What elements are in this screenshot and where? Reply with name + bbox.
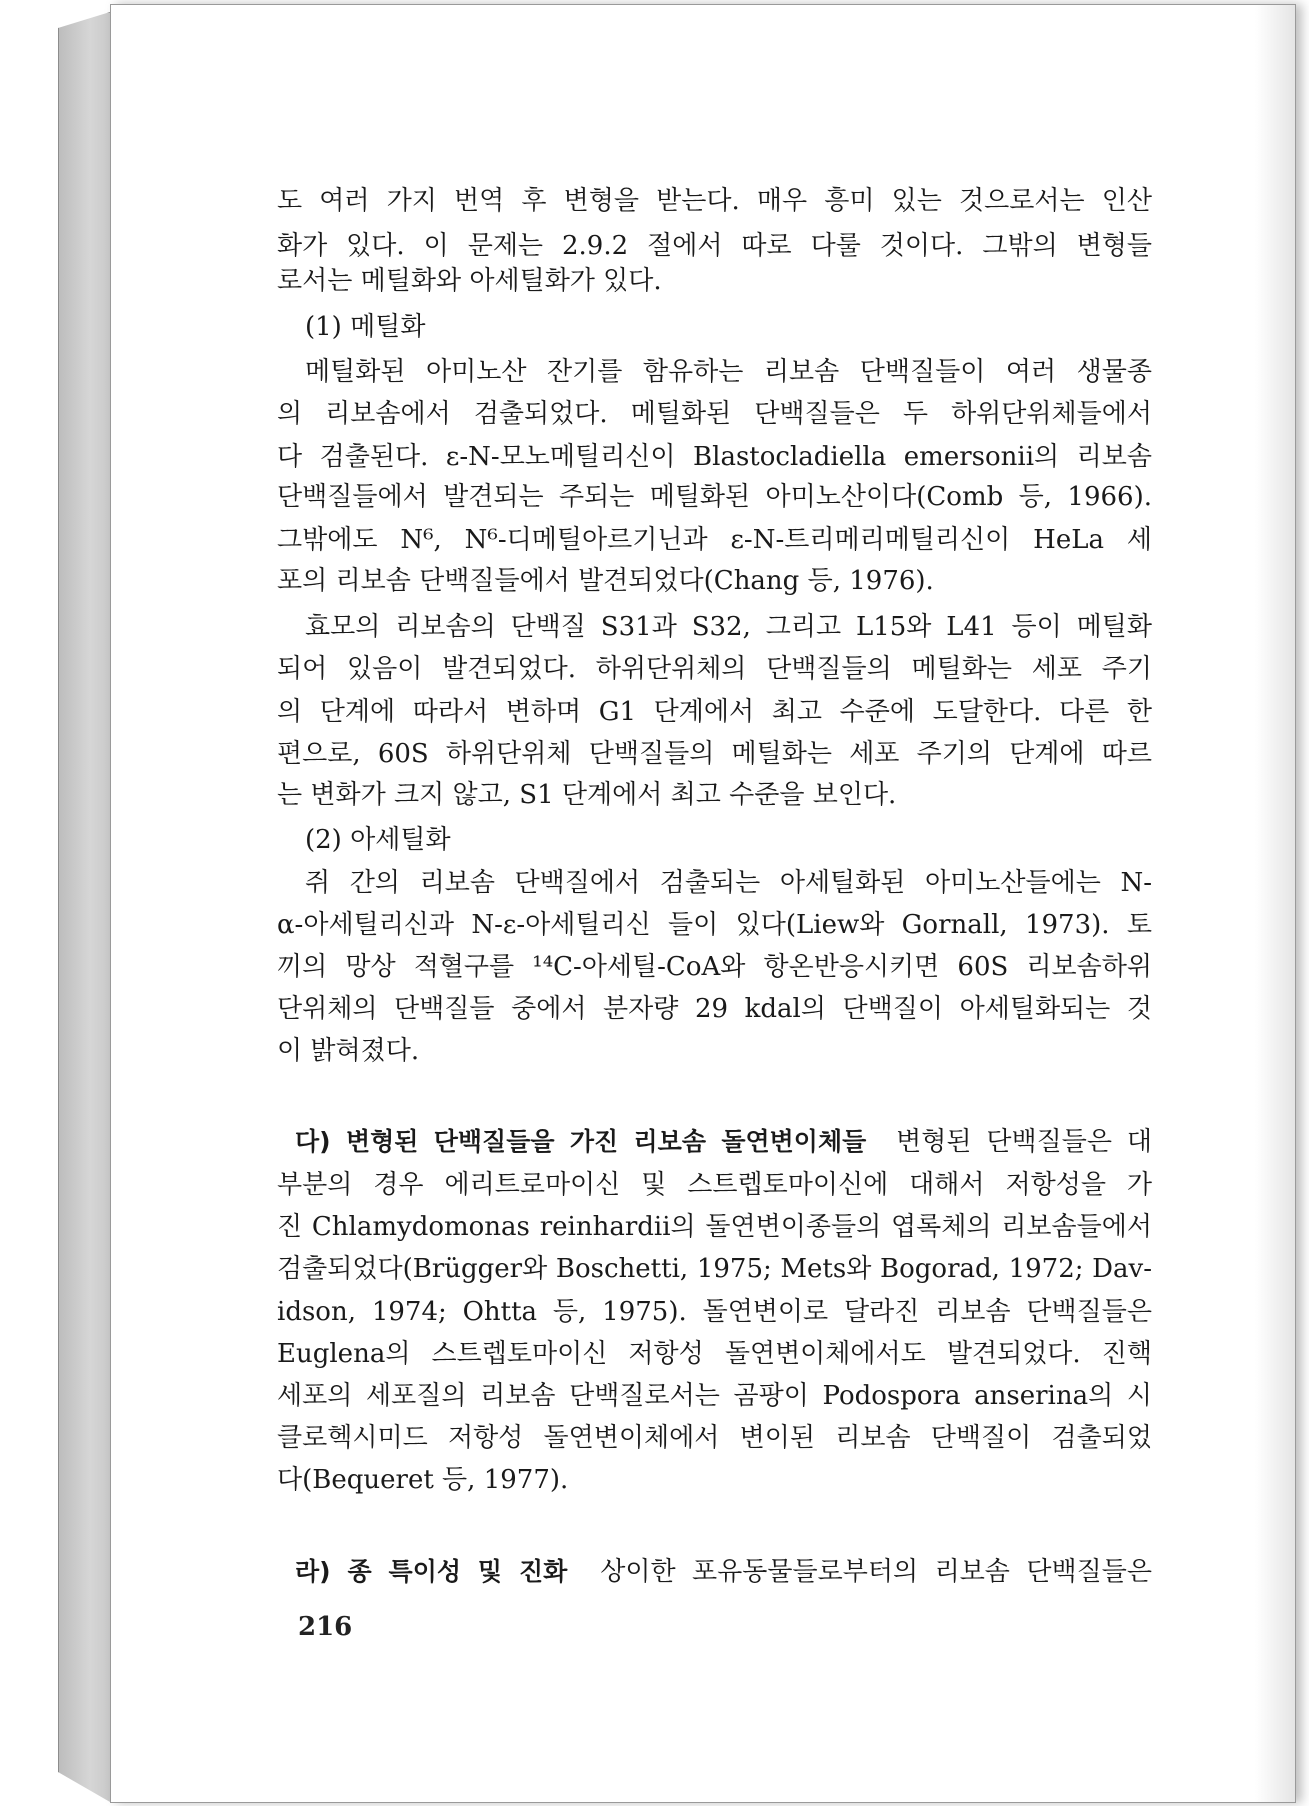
- text-line: 단위체의 단백질들 중에서 분자량 29 kdal의 단백질이 아세틸화되는 것: [277, 994, 1152, 1024]
- section-ra-first-line: [295, 1555, 1152, 1589]
- text-line: 쥐 간의 리보솜 단백질에서 검출되는 아세틸화된 아미노산들에는 N-: [305, 868, 1152, 898]
- text-line: 메틸화된 아미노산 잔기를 함유하는 리보솜 단백질들이 여러 생물종: [305, 357, 1152, 387]
- text-line: 는 변화가 크지 않고, S1 단계에서 최고 수준을 보인다.: [277, 780, 897, 810]
- text-line: 되어 있음이 발견되었다. 하위단위체의 단백질들의 메틸화는 세포 주기: [277, 654, 1152, 684]
- text-line: 효모의 리보솜의 단백질 S31과 S32, 그리고 L15와 L41 등이 메틸화: [305, 612, 1152, 642]
- text-line: Euglena의 스트렙토마이신 저항성 돌연변이체에서도 발견되었다. 진핵: [277, 1339, 1152, 1369]
- text-line: 진 Chlamydomonas reinhardii의 돌연변이종들의 엽록체의 리보솜들에서: [277, 1212, 1152, 1242]
- section-heading-da: 다) 변형된 단백질들을 가진 리보솜 돌연변이체들: [295, 1127, 867, 1156]
- text-line: idson, 1974; Ohtta 등, 1975). 돌연변이로 달라진 리보솜 단백질들은: [277, 1297, 1152, 1327]
- text-line: 다 검출된다. ε-N-모노메틸리신이 Blastocladiella emersonii의 리보솜: [277, 442, 1152, 472]
- text-fragment: 상이한 포유동물들로부터의 리보솜 단백질들은: [600, 1557, 1152, 1587]
- text-line: 포의 리보솜 단백질들에서 발견되었다(Chang 등, 1976).: [277, 566, 934, 596]
- text-line: 끼의 망상 적혈구를 ¹⁴C-아세틸-CoA와 항온반응시키면 60S 리보솜하위: [277, 952, 1152, 982]
- text-fragment: 변형된 단백질들은 대: [896, 1127, 1153, 1157]
- text-line: 로서는 메틸화와 아세틸화가 있다.: [277, 266, 662, 296]
- text-line: 의 단계에 따라서 변하며 G1 단계에서 최고 수준에 도달한다. 다른 한: [277, 697, 1152, 727]
- text-line: 의 리보솜에서 검출되었다. 메틸화된 단백질들은 두 하위단위체들에서: [277, 399, 1152, 429]
- text-line: 단백질들에서 발견되는 주되는 메틸화된 아미노산이다(Comb 등, 1966).: [277, 482, 1152, 512]
- section-da-first-line: [295, 1125, 1152, 1159]
- text-line: 도 여러 가지 번역 후 변형을 받는다. 매우 흥미 있는 것으로서는 인산: [277, 186, 1152, 216]
- text-line: 검출되었다(Brügger와 Boschetti, 1975; Mets와 Bogorad, 1972; Dav-: [277, 1254, 1152, 1284]
- subsection-heading: (1) 메틸화: [305, 312, 426, 342]
- text-line: 그밖에도 N⁶, N⁶-디메틸아르기닌과 ε-N-트리메리메틸리신이 HeLa 세: [277, 525, 1152, 555]
- text-line: 화가 있다. 이 문제는 2.9.2 절에서 따로 다룰 것이다. 그밖의 변형들: [277, 231, 1152, 261]
- page-number: 216: [298, 1612, 353, 1642]
- text-line: 클로헥시미드 저항성 돌연변이체에서 변이된 리보솜 단백질이 검출되었: [277, 1423, 1152, 1453]
- text-line: 편으로, 60S 하위단위체 단백질들의 메틸화는 세포 주기의 단계에 따르: [277, 739, 1152, 769]
- page-shading: [1255, 5, 1295, 1802]
- subsection-heading: (2) 아세틸화: [305, 825, 451, 855]
- text-line: 부분의 경우 에리트로마이신 및 스트렙토마이신에 대해서 저항성을 가: [277, 1170, 1152, 1200]
- section-heading-ra: 라) 종 특이성 및 진화: [295, 1557, 568, 1586]
- text-line: 이 밝혀졌다.: [277, 1036, 420, 1066]
- book-spine-edge: [58, 12, 112, 1804]
- text-line: α-아세틸리신과 N-ε-아세틸리신 들이 있다(Liew와 Gornall, 1973). 토: [277, 910, 1152, 940]
- text-line: 다(Bequeret 등, 1977).: [277, 1465, 569, 1495]
- text-line: 세포의 세포질의 리보솜 단백질로서는 곰팡이 Podospora anserina의 시: [277, 1381, 1152, 1411]
